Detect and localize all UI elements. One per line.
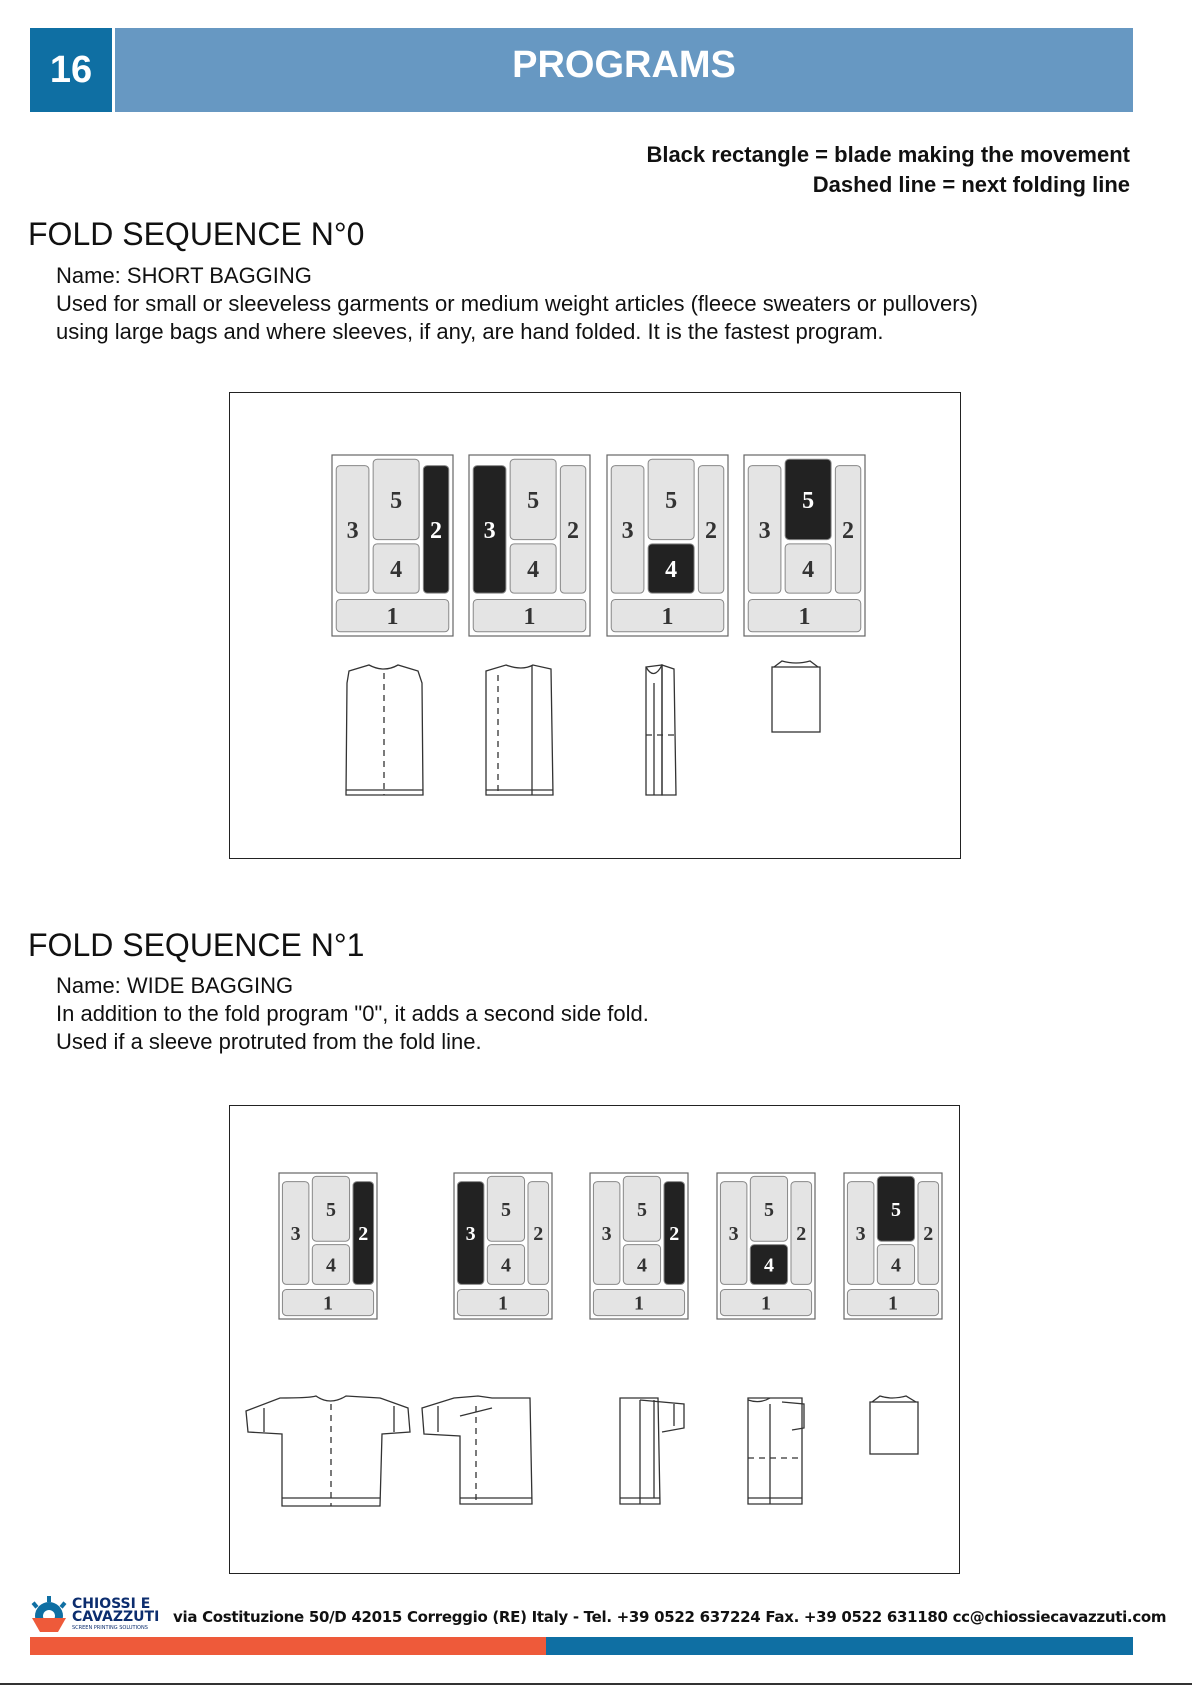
blade-label-2: 2 — [567, 517, 580, 544]
garment-sleeveless-fold-2 — [646, 665, 676, 795]
legend — [646, 140, 1130, 200]
blade-label-1: 1 — [386, 604, 399, 631]
garment-sleeveless-fold-1 — [486, 665, 553, 795]
garment-tshirt-flat — [246, 1396, 410, 1506]
blade-label-5: 5 — [325, 1198, 336, 1221]
seq1-blade-panel-5 — [844, 1173, 942, 1319]
sequence-1-name: Name: WIDE BAGGING — [56, 973, 294, 998]
blade-label-2: 2 — [669, 1222, 680, 1245]
garment-sleeveless-flat — [346, 665, 423, 795]
page-number: 16 — [30, 28, 112, 112]
blade-label-5: 5 — [763, 1198, 774, 1221]
sequence-1-title: FOLD SEQUENCE N°1 — [28, 927, 365, 963]
blade-label-5: 5 — [802, 487, 815, 514]
blade-label-4: 4 — [500, 1254, 511, 1277]
sequence-0-description — [56, 262, 978, 346]
seq1-blade-panel-3 — [590, 1173, 688, 1319]
blade-label-1: 1 — [523, 604, 536, 631]
seq0-blade-panel-3 — [607, 455, 728, 636]
blade-label-1: 1 — [798, 604, 811, 631]
blade-label-4: 4 — [802, 556, 815, 583]
blade-label-4: 4 — [325, 1254, 336, 1277]
sequence-1-diagram — [229, 1105, 960, 1574]
company-logo — [72, 1598, 159, 1624]
blade-label-2: 2 — [705, 517, 718, 544]
sequence-1-line-2: Used if a sleeve protruted from the fold line. — [56, 1029, 482, 1054]
blade-label-5: 5 — [890, 1198, 901, 1221]
seq0-blade-panel-2 — [469, 455, 590, 636]
blade-label-3: 3 — [728, 1222, 739, 1245]
company-logo-icon — [28, 1594, 70, 1634]
legend-blade: Black rectangle = blade making the movement — [646, 142, 1130, 167]
blade-label-4: 4 — [763, 1254, 774, 1277]
footer-address: via Costituzione 50/D 42015 Correggio (RE) Italy - Tel. +39 0522 637224 Fax. +39 0522 631180 cc@chiossiecavazzuti.com — [173, 1608, 1167, 1626]
seq1-blade-panel-2 — [454, 1173, 552, 1319]
blade-label-5: 5 — [527, 487, 540, 514]
page-title: PROGRAMS — [115, 28, 1133, 112]
seq0-blade-panel-1 — [332, 455, 453, 636]
sequence-1-illustration — [230, 1106, 961, 1575]
blade-label-1: 1 — [498, 1292, 508, 1315]
seq1-blade-panel-1 — [279, 1173, 377, 1319]
blade-label-3: 3 — [758, 517, 771, 544]
sequence-0-name: Name: SHORT BAGGING — [56, 263, 312, 288]
garment-tshirt-fold-3 — [748, 1398, 804, 1504]
blade-label-1: 1 — [634, 1292, 644, 1315]
footer-bar-blue — [546, 1637, 1133, 1655]
legend-dashed: Dashed line = next folding line — [812, 172, 1130, 197]
blade-label-3: 3 — [601, 1222, 612, 1245]
blade-label-4: 4 — [665, 556, 678, 583]
blade-label-5: 5 — [636, 1198, 647, 1221]
blade-label-5: 5 — [390, 487, 403, 514]
logo-line-2: CAVAZZUTI — [72, 1609, 160, 1625]
blade-label-2: 2 — [430, 517, 443, 544]
blade-label-4: 4 — [527, 556, 540, 583]
seq0-blade-panel-4 — [744, 455, 865, 636]
blade-label-3: 3 — [346, 517, 359, 544]
blade-label-1: 1 — [761, 1292, 771, 1315]
blade-label-1: 1 — [661, 604, 674, 631]
sequence-0-line-1: Used for small or sleeveless garments or medium weight articles (fleece sweaters or pullovers) — [56, 291, 978, 316]
blade-label-3: 3 — [855, 1222, 866, 1245]
blade-label-4: 4 — [890, 1254, 901, 1277]
sequence-1-description — [56, 972, 649, 1056]
blade-label-2: 2 — [796, 1222, 807, 1245]
blade-label-5: 5 — [665, 487, 678, 514]
footer-bar-red — [30, 1637, 546, 1655]
blade-label-2: 2 — [923, 1222, 934, 1245]
blade-label-3: 3 — [483, 517, 496, 544]
blade-label-3: 3 — [465, 1222, 476, 1245]
garment-tshirt-fold-1 — [422, 1396, 532, 1504]
sequence-0-diagram — [229, 392, 961, 859]
blade-label-2: 2 — [842, 517, 855, 544]
sequence-0-illustration — [230, 393, 962, 860]
garment-sleeveless-folded — [772, 661, 820, 732]
blade-label-1: 1 — [323, 1292, 333, 1315]
sequence-1-garments — [246, 1396, 918, 1506]
sequence-0-garments — [346, 661, 820, 795]
seq1-blade-panel-4 — [717, 1173, 815, 1319]
blade-label-2: 2 — [533, 1222, 544, 1245]
blade-label-3: 3 — [621, 517, 634, 544]
garment-tshirt-folded — [870, 1396, 918, 1454]
blade-label-4: 4 — [390, 556, 403, 583]
sequence-0-line-2: using large bags and where sleeves, if any, are hand folded. It is the fastest program. — [56, 319, 884, 344]
garment-tshirt-fold-2 — [620, 1398, 684, 1504]
sequence-1-line-1: In addition to the fold program "0", it adds a second side fold. — [56, 1001, 649, 1026]
blade-label-1: 1 — [888, 1292, 898, 1315]
logo-subtitle: SCREEN PRINTING SOLUTIONS — [72, 1625, 148, 1631]
logo-line-1: CHIOSSI E — [72, 1596, 151, 1612]
blade-label-3: 3 — [290, 1222, 301, 1245]
blade-label-2: 2 — [358, 1222, 369, 1245]
blade-label-5: 5 — [500, 1198, 511, 1221]
sequence-0-title: FOLD SEQUENCE N°0 — [28, 216, 365, 252]
blade-label-4: 4 — [636, 1254, 647, 1277]
